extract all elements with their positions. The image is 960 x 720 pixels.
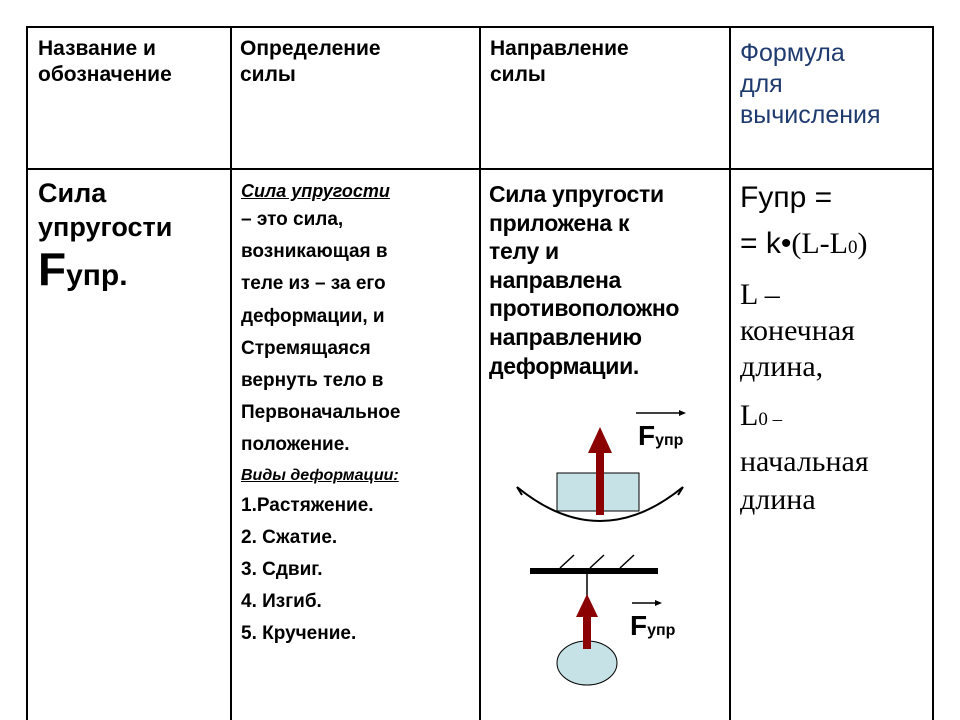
definition-line: – это сила, — [241, 209, 344, 230]
direction-line: направлена — [489, 266, 622, 293]
header-formula — [740, 38, 930, 131]
force-arrow-head-2 — [576, 594, 598, 617]
table-border-left — [26, 26, 28, 720]
elastic-force-diagram — [480, 395, 730, 720]
header-definition-line: Определение — [240, 37, 381, 60]
definition-title: Сила упругости — [241, 181, 390, 201]
direction-line: деформации. — [489, 352, 640, 379]
definition-line: Стремящаяся — [241, 337, 371, 359]
definition-line: теле из – за его — [241, 273, 386, 295]
l0-symbol-line — [740, 393, 930, 443]
force-label-2 — [630, 610, 676, 641]
formula-subscript: 0 — [848, 237, 858, 258]
definition-line: вернуть тело в — [241, 370, 384, 392]
vector-bar-head-1 — [679, 410, 686, 416]
header-name-line: обозначение — [38, 63, 172, 86]
deformation-type-item: 4. Изгиб. — [241, 591, 322, 613]
header-direction-line: Направление — [490, 37, 629, 60]
l-definition — [740, 277, 930, 385]
force-arrow-shaft-1 — [596, 449, 604, 515]
header-name-line: Название и — [38, 37, 156, 60]
table-border-right — [932, 26, 934, 720]
ceiling-hatch — [560, 555, 574, 568]
force-name-cell — [38, 176, 228, 293]
force-symbol-subscript: упр. — [66, 259, 128, 292]
l-definition-line: конечная — [740, 314, 855, 347]
header-definition — [240, 36, 475, 88]
l0-dash: – — [767, 409, 783, 430]
force-label-letter: F — [638, 420, 656, 451]
header-formula-line: вычисления — [740, 101, 881, 129]
force-name-line: упругости — [38, 212, 173, 242]
l0-definition-line: длина — [740, 483, 816, 516]
force-arrow-shaft-2 — [583, 613, 591, 649]
l0-definition — [740, 393, 930, 519]
definition-line: Первоначальное — [241, 402, 401, 424]
direction-line: противоположно — [489, 295, 680, 322]
ceiling-hatch — [590, 555, 604, 568]
header-name — [38, 36, 228, 88]
force-symbol-letter: F — [38, 243, 67, 295]
header-formula-line: для — [740, 70, 783, 98]
deformation-type-item: 5. Кручение. — [241, 623, 357, 645]
l0-letter: L — [740, 399, 759, 432]
header-formula-line: Формула — [740, 39, 845, 67]
definition-line: возникающая в — [241, 241, 388, 263]
header-direction — [490, 36, 725, 88]
deformation-type-item: 1.Растяжение. — [241, 494, 374, 516]
l-definition-line: длина, — [740, 350, 824, 383]
force-label-letter: F — [630, 610, 648, 641]
force-label-1 — [638, 420, 684, 451]
table-border-col2 — [230, 26, 232, 720]
header-direction-line: силы — [490, 63, 546, 86]
direction-line: телу и — [489, 238, 559, 265]
deformation-type-item: 2. Сжатие. — [241, 526, 338, 548]
vector-bar-head-2 — [655, 600, 662, 606]
ceiling-hatch — [620, 555, 634, 568]
definition-cell — [241, 178, 481, 651]
l-definition-line: L – — [740, 278, 780, 311]
formula-line-2 — [740, 221, 930, 271]
definition-line: деформации, и — [241, 305, 385, 327]
force-symbol — [38, 243, 228, 295]
force-name-line: Сила — [38, 178, 107, 208]
direction-line: направлению — [489, 323, 642, 350]
l0-subscript: 0 — [758, 409, 768, 430]
force-label-subscript: упр — [647, 622, 676, 639]
formula-expression: (L-L — [791, 227, 848, 260]
formula-line-1: Fупр = — [740, 181, 833, 214]
formula-k-prefix: = k• — [740, 227, 792, 260]
deformation-type-item: 3. Сдвиг. — [241, 559, 323, 581]
formula-cell — [740, 180, 930, 519]
deformation-types-title: Виды деформации: — [241, 466, 399, 484]
header-definition-line: силы — [240, 63, 296, 86]
direction-line: Сила упругости — [489, 181, 664, 207]
direction-line: приложена к — [489, 209, 630, 236]
formula-close: ) — [857, 227, 868, 260]
force-arrow-head-1 — [588, 427, 612, 453]
definition-line: положение. — [241, 434, 350, 456]
l0-definition-line: начальная — [740, 445, 869, 478]
force-label-subscript: упр — [655, 432, 684, 449]
direction-cell — [489, 180, 729, 380]
